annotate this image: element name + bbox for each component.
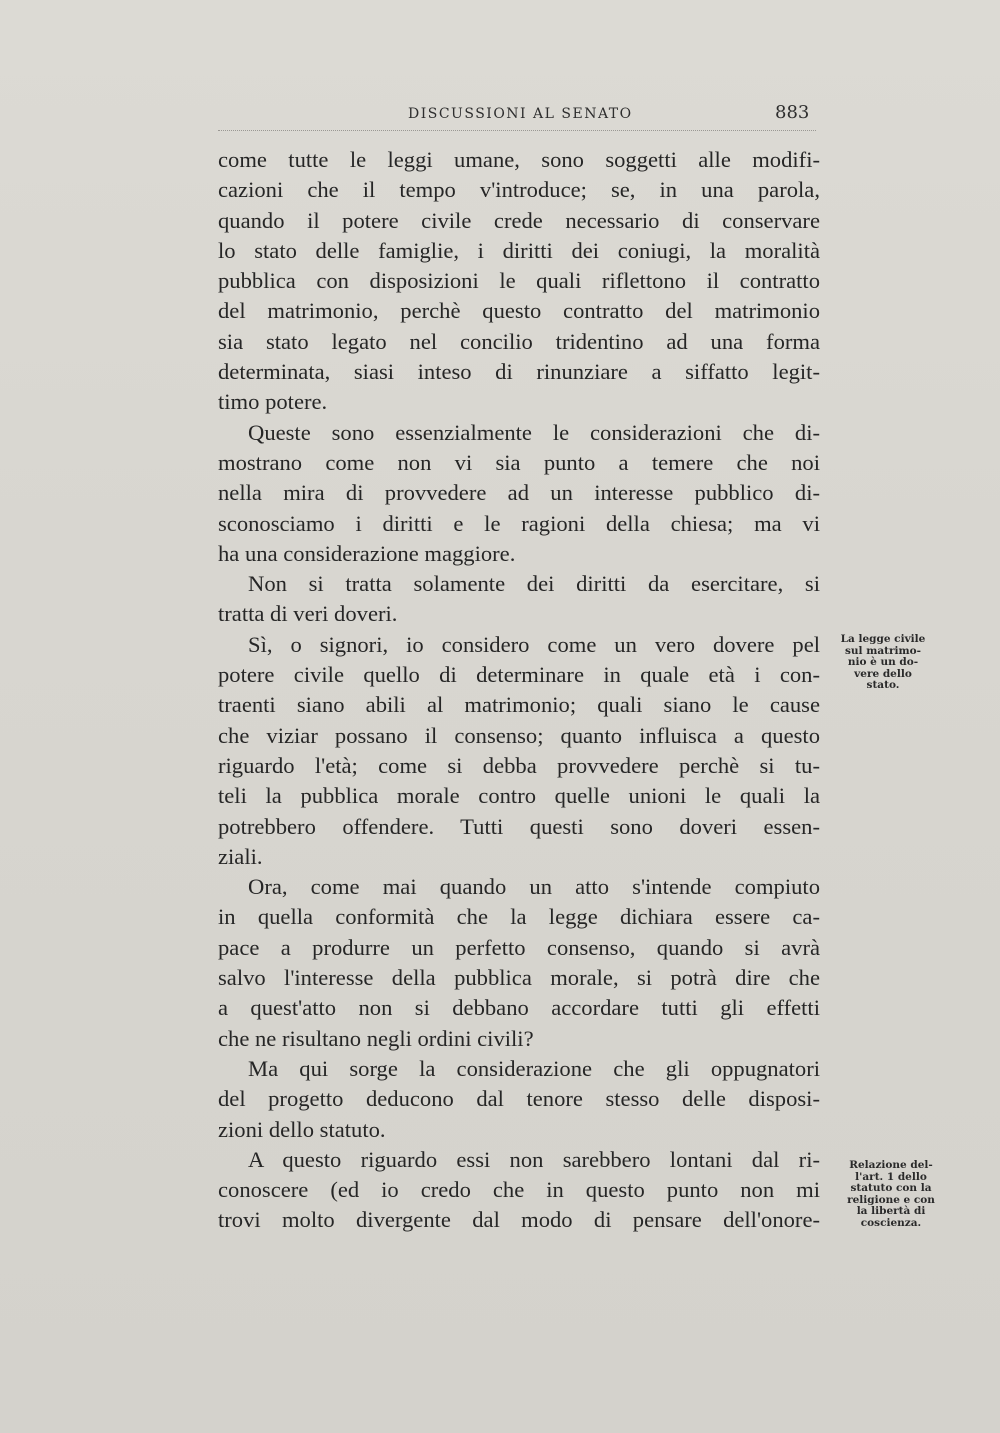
text-line: conoscere (ed io credo che in questo punto non mi [218,1177,820,1203]
text-line: del progetto deducono dal tenore stesso delle disposi- [218,1086,820,1112]
text-line: del matrimonio, perchè questo contratto del matrimonio [218,298,820,324]
running-title: DISCUSSIONI AL SENATO [408,106,633,122]
text-line: determinata, siasi inteso di rinunziare a siffatto legit- [218,359,820,385]
margin-note-line: la libertà di [856,1205,926,1218]
text-line: tratta di veri doveri. [218,601,398,627]
margin-note-line: nio è un do- [847,656,919,669]
text-line: potrebbero offendere. Tutti questi sono doveri essen- [218,813,820,839]
text-line: zioni dello statuto. [218,1116,386,1142]
margin-note-line: La legge civile [840,633,926,645]
margin-note-line: vere dello [854,667,912,680]
text-line: pace a produrre un perfetto consenso, quando si avrà [218,934,820,960]
text-line: riguardo l'età; come si debba provvedere perchè si tu- [218,752,820,778]
text-line: potere civile quello di determinare in quale età i con- [218,662,820,688]
text-line: Non si tratta solamente dei diritti da esercitare, si [248,571,820,597]
text-line: A questo riguardo essi non sarebbero lontani dal ri- [248,1146,820,1172]
text-line: Queste sono essenzialmente le considerazioni che di- [248,419,820,445]
text-line: quando il potere civile crede necessario di conservare [218,207,820,233]
text-line: Ora, come mai quando un atto s'intende compiuto [248,874,820,900]
margin-note-line: stato. [866,679,900,692]
text-line: sconosciamo i diritti e le ragioni della chiesa; ma vi [218,510,820,536]
text-line: teli la pubblica morale contro quelle unioni le quali la [218,783,820,809]
text-line: sia stato legato nel concilio tridentino ad una forma [218,328,820,354]
text-line: in quella conformità che la legge dichiara essere ca- [218,904,820,930]
text-line: ziali. [218,843,263,869]
text-line: salvo l'interesse della pubblica morale, si potrà dire che [218,965,820,991]
text-line: traenti siano abili al matrimonio; quali siano le cause [218,692,820,718]
text-line: a quest'atto non si debbano accordare tutti gli effetti [218,995,820,1021]
header-rule [218,130,816,131]
margin-note-line: statuto con la [850,1182,932,1195]
margin-note-line: sul matrimo- [845,644,921,657]
text-line: come tutte le leggi umane, sono soggetti alle modifi- [218,147,820,172]
page-number: 883 [775,102,810,123]
text-line: trovi molto divergente dal modo di pensare dell'onore- [218,1207,820,1233]
body-text [218,145,820,1236]
text-line: mostrano come non vi sia punto a temere che noi [218,449,820,475]
text-line: che ne risultano negli ordini civili? [218,1025,534,1051]
text-line: Ma qui sorge la considerazione che gli oppugnatori [248,1055,820,1081]
margin-note-line: l'art. 1 dello [855,1170,927,1183]
text-line: Sì, o signori, io considero come un vero dovere pel [248,631,820,657]
text-line: che viziar possano il consenso; quanto influisca a questo [218,722,820,748]
text-line: nella mira di provvedere ad un interesse pubblico di- [218,480,820,506]
margin-note [828,634,938,692]
text-line: lo stato delle famiglie, i diritti dei coniugi, la moralità [218,237,820,263]
margin-note-line: Relazione del- [849,1159,933,1171]
text-line: pubblica con disposizioni le quali riflettono il contratto [218,268,820,294]
margin-note-line: religione e con [847,1193,935,1206]
text-line: ha una considerazione maggiore. [218,540,516,566]
text-line: timo potere. [218,389,328,415]
text-line: cazioni che il tempo v'introduce; se, in una parola, [218,177,820,203]
margin-note-line: coscienza. [860,1216,922,1229]
margin-note [832,1160,950,1230]
